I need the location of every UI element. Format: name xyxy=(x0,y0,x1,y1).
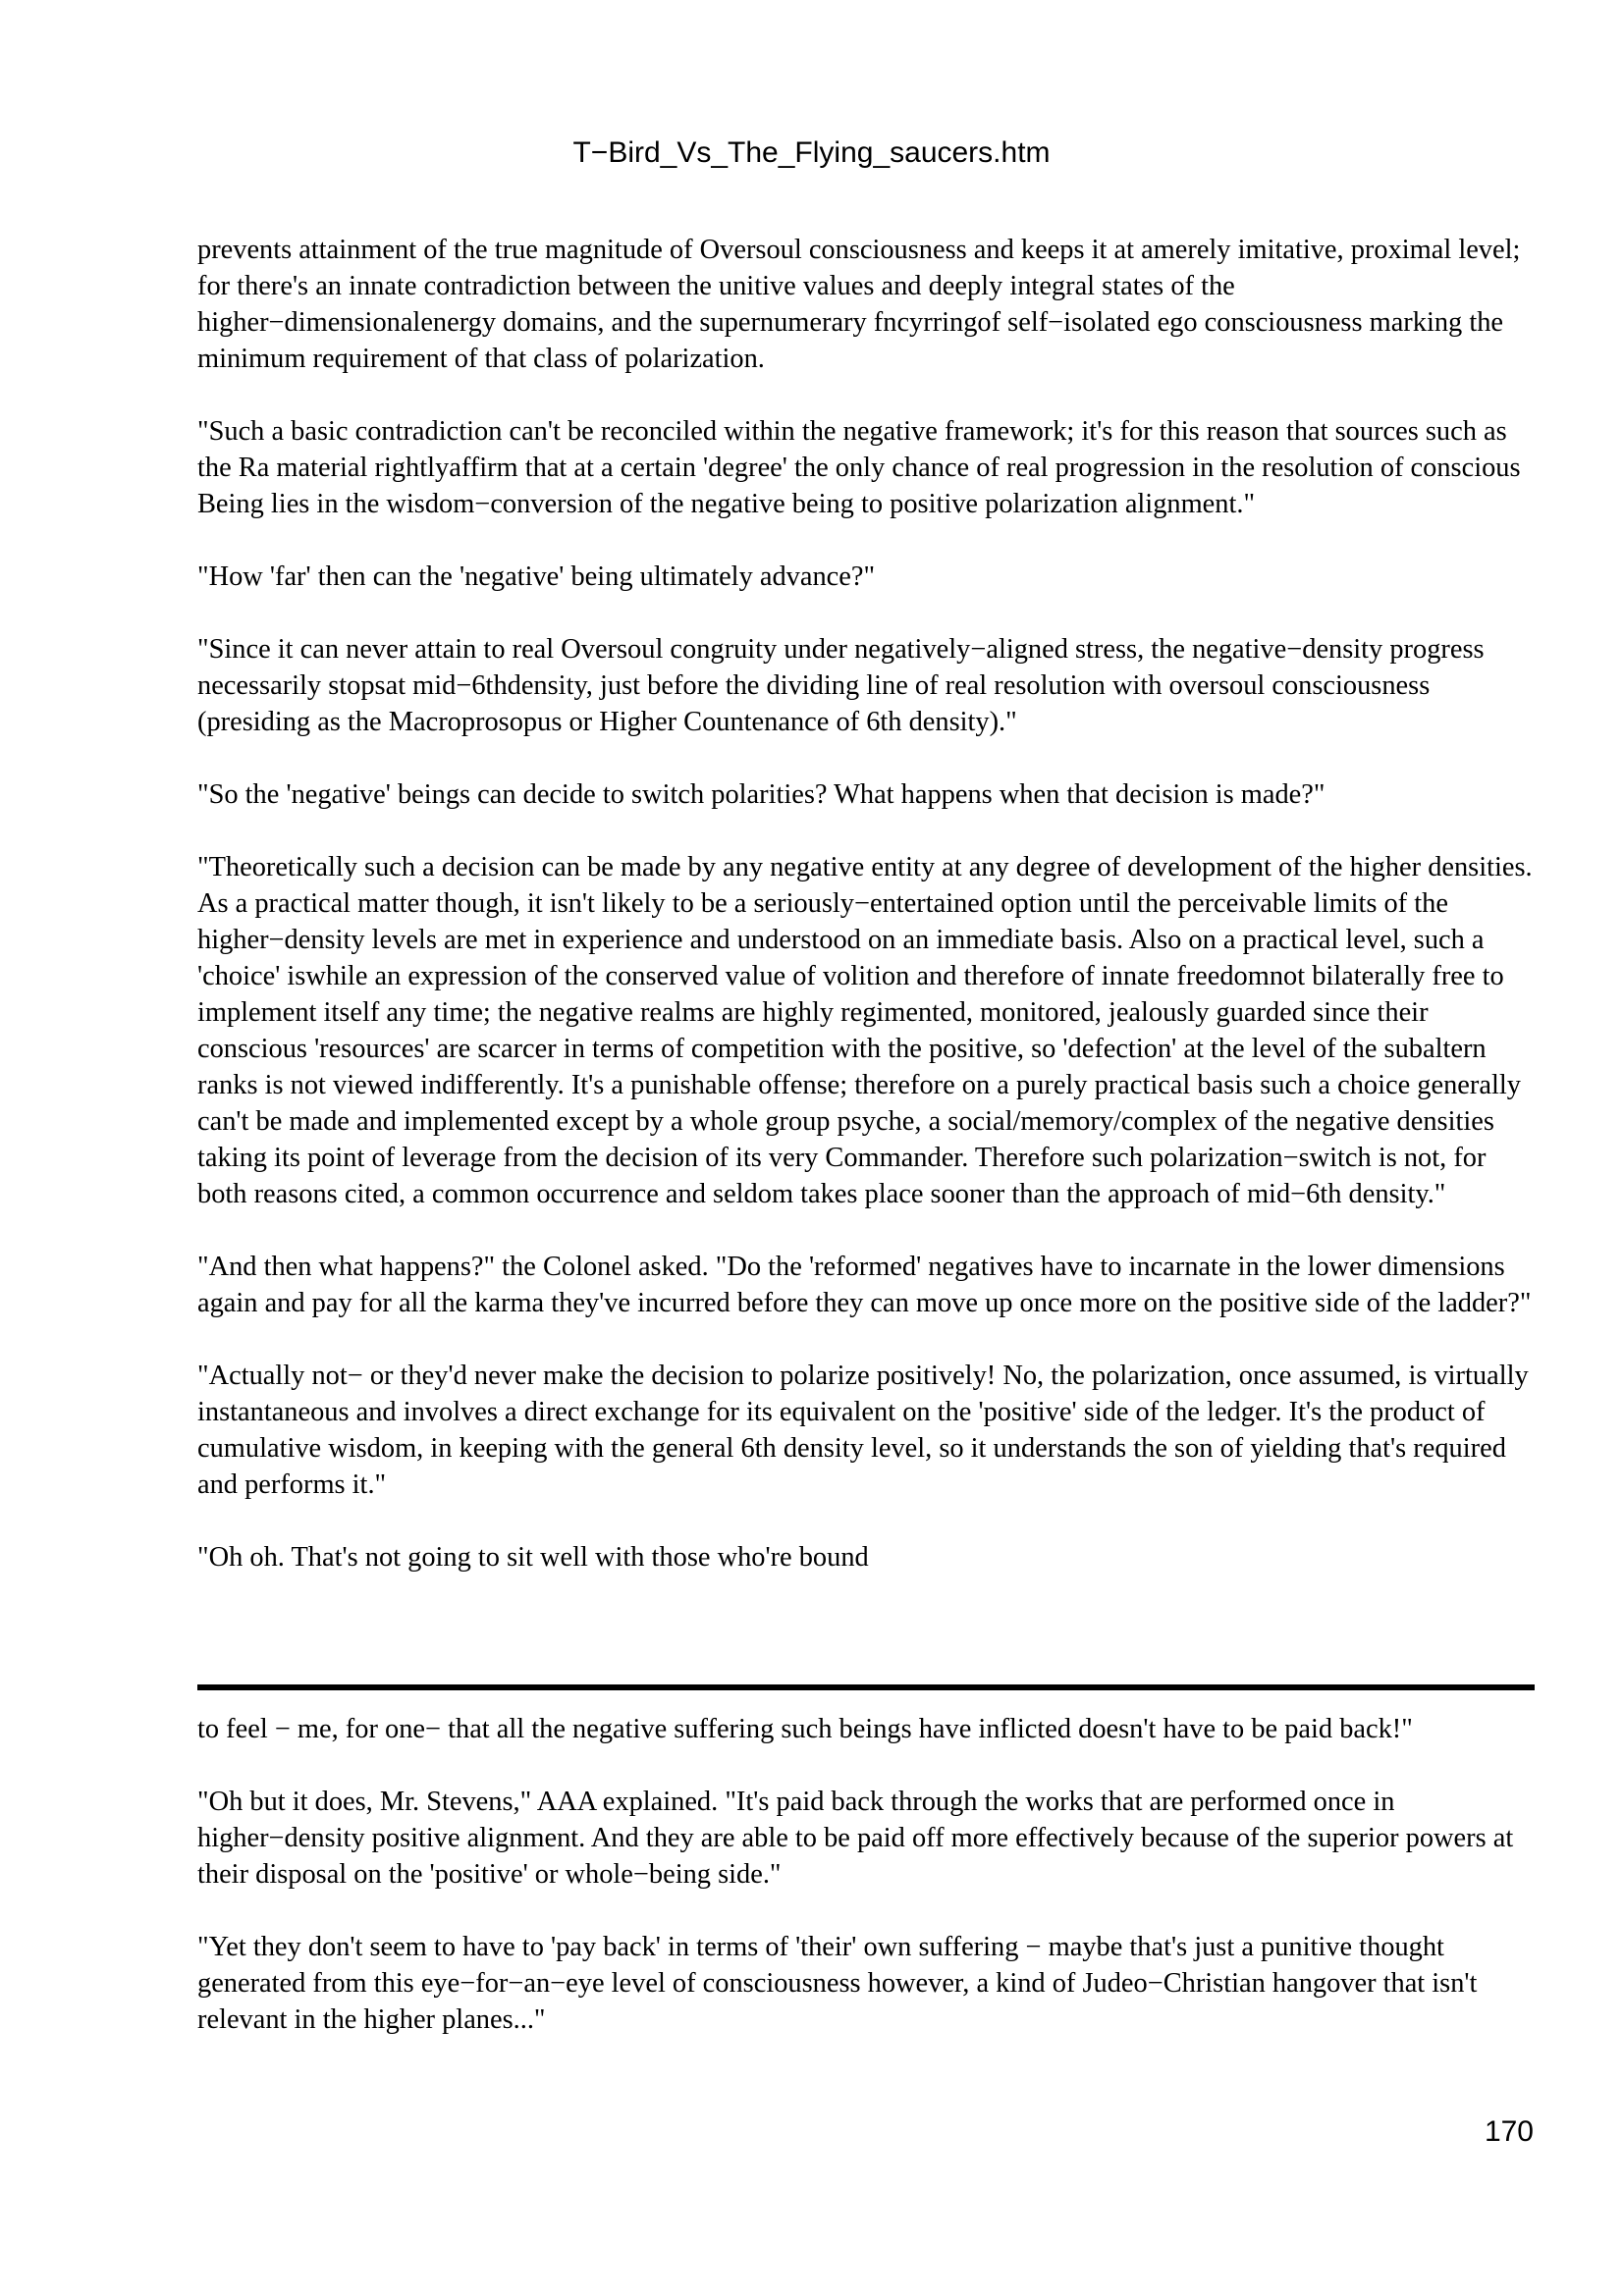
paragraph: "Since it can never attain to real Oversoul congruity under negatively−aligned stress, the negative−density progress necessarily stopsat mid−6thdensity, just before the dividing line of real resolution with oversoul consciousness (presiding as the Macroprosopus or Higher Countenance of 6th density)." xyxy=(197,634,1485,737)
paragraph: "Oh but it does, Mr. Stevens," AAA explained. "It's paid back through the works that are performed once in higher−density positive alignment. And they are able to be paid off more effectively because of the superior powers at their disposal on the 'positive' or whole−being side." xyxy=(197,1787,1514,1890)
paragraph: "And then what happens?" the Colonel asked. "Do the 'reformed' negatives have to incarnate in the lower dimensions again and pay for all the karma they've incurred before they can move up once more on the positive side of the ladder?" xyxy=(197,1252,1532,1318)
paragraph: "Theoretically such a decision can be made by any negative entity at any degree of development of the higher densities. As a practical matter though, it isn't likely to be a seriously−entertained option until the perceivable limits of the higher−density levels are met in experience and understood on an immediate basis. Also on a practical level, such a 'choice' iswhile an expression of the conserved value of volition and therefore of innate freedomnot bilaterally free to implement itself any time; the negative realms are highly regimented, monitored, jealously guarded since their conscious 'resources' are scarcer in terms of competition with the positive, so 'defection' at the level of the subaltern ranks is not viewed indifferently. It's a punishable offense; therefore on a purely practical basis such a choice generally can't be made and implemented except by a whole group psyche, a social/memory/complex of the negative densities taking its point of leverage from the decision of its very Commander. Therefore such polarization−switch is not, for both reasons cited, a common occurrence and seldom takes place sooner than the approach of mid−6th density." xyxy=(197,852,1533,1209)
page-title: T−Bird_Vs_The_Flying_saucers.htm xyxy=(572,136,1051,169)
paragraph: to feel − me, for one− that all the negative suffering such beings have inflicted doesn't have to be paid back!" xyxy=(197,1714,1413,1744)
paragraph: "Such a basic contradiction can't be reconciled within the negative framework; it's for this reason that sources such as the Ra material rightlyaffirm that at a certain 'degree' the only chance of real progression in the resolution of conscious Being lies in the wisdom−conversion of the negative being to positive polarization alignment." xyxy=(197,416,1521,519)
page-break-divider xyxy=(197,1684,1535,1690)
paragraph: "Actually not− or they'd never make the decision to polarize positively! No, the polarization, once assumed, is virtually instantaneous and involves a direct exchange for its equivalent on the 'positive' side of the ledger. It's the product of cumulative wisdom, in keeping with the general 6th density level, so it understands the son of yielding that's required and performs it." xyxy=(197,1361,1529,1500)
paragraph: "So the 'negative' beings can decide to switch polarities? What happens when that decision is made?" xyxy=(197,779,1325,810)
paragraph: "Yet they don't seem to have to 'pay back' in terms of 'their' own suffering − maybe that's just a punitive thought generated from this eye−for−an−eye level of consciousness however, a kind of Judeo−Christian hangover that isn't relevant in the higher planes..." xyxy=(197,1932,1478,2035)
page-number: 170 xyxy=(1484,2115,1534,2148)
upper-text-block xyxy=(197,232,1535,1575)
paragraph: prevents attainment of the true magnitude of Oversoul consciousness and keeps it at amerely imitative, proximal level; for there's an innate contradiction between the unitive values and deeply integral states of the higher−dimensionalenergy domains, and the supernumerary fncyrringof self−isolated ego consciousness marking the minimum requirement of that class of polarization. xyxy=(197,235,1521,374)
paragraph: "Oh oh. That's not going to sit well with those who're bound xyxy=(197,1542,869,1573)
paragraph: "How 'far' then can the 'negative' being ultimately advance?" xyxy=(197,561,876,592)
lower-text-block xyxy=(197,1711,1535,2038)
